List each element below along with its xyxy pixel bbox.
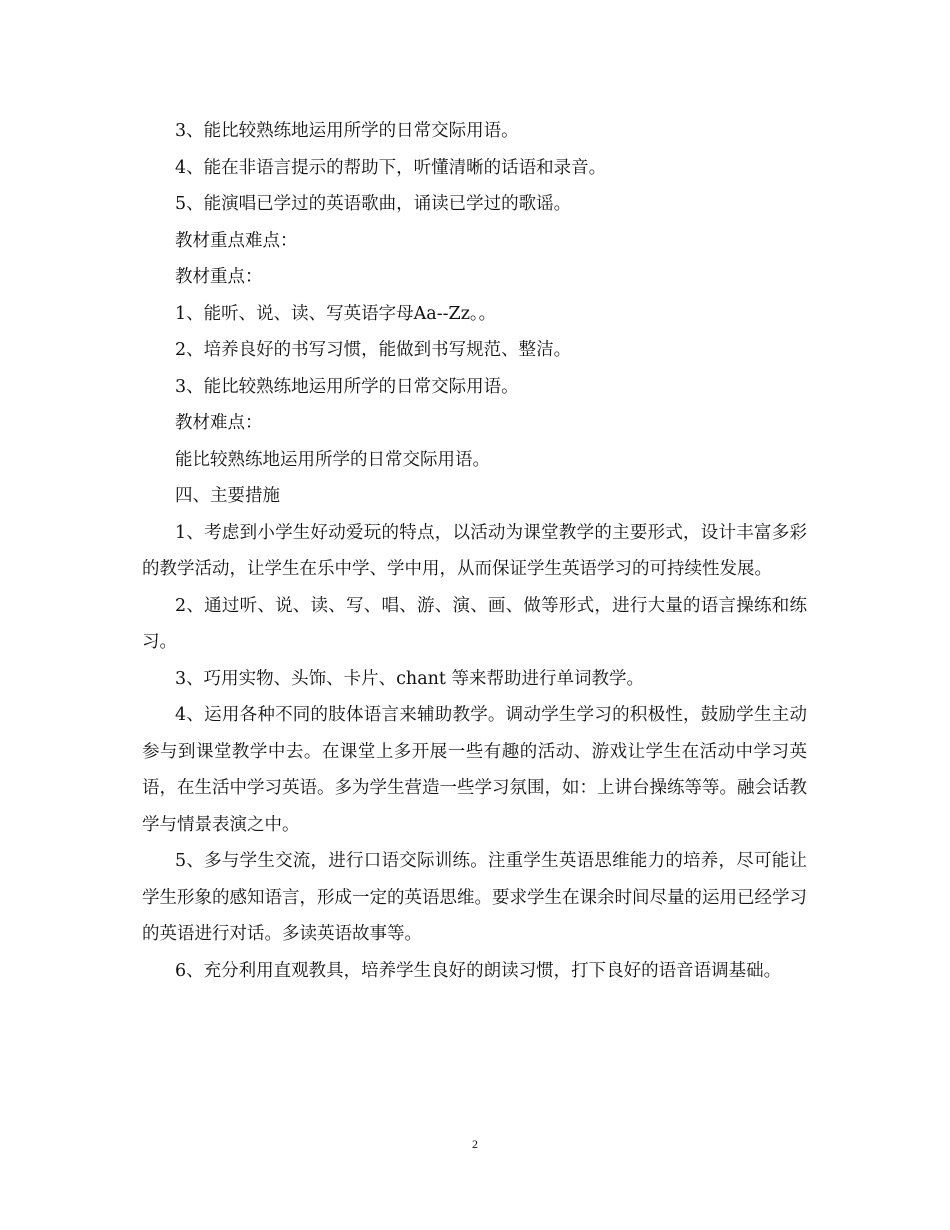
paragraph: 3、能比较熟练地运用所学的日常交际用语。 <box>175 121 519 141</box>
paragraph: 3、巧用实物、头饰、卡片、chant 等来帮助进行单词教学。 <box>175 668 645 689</box>
paragraph: 1、能听、说、读、写英语字母Aa--Zz。。 <box>175 303 497 324</box>
paragraph: 4、运用各种不同的肢体语言来辅助教学。调动学生学习的积极性，鼓励学生主动参与到课堂教学中去。在课堂上多开展一些有趣的活动、游戏让学生在活动中学习英语，在生活中学习英语。多为学生营造一些学习氛围，如：上讲台操练等等。融会话教学与情景表演之中。 <box>142 705 807 835</box>
paragraph: 5、多与学生交流，进行口语交际训练。注重学生英语思维能力的培养，尽可能让学生形象的感知语言，形成一定的英语思维。要求学生在课余时间尽量的运用已经学习的英语进行对话。多读英语故事等。 <box>142 851 807 944</box>
section-heading: 教材难点： <box>175 413 263 433</box>
paragraph: 2、培养良好的书写习惯，能做到书写规范、整洁。 <box>175 340 572 360</box>
page-number: 2 <box>472 1137 478 1151</box>
paragraph: 能比较熟练地运用所学的日常交际用语。 <box>175 449 490 470</box>
paragraph: 6、充分利用直观教具，培养学生良好的朗读习惯，打下良好的语音语调基础。 <box>175 960 782 981</box>
paragraph: 3、能比较熟练地运用所学的日常交际用语。 <box>175 376 519 397</box>
document-body <box>142 113 807 989</box>
section-heading: 教材重点： <box>175 267 263 287</box>
section-heading: 四、主要措施 <box>175 486 280 506</box>
paragraph: 2、通过听、说、读、写、唱、游、演、画、做等形式，进行大量的语言操练和练习。 <box>142 595 807 652</box>
section-heading: 教材重点难点： <box>175 230 298 251</box>
paragraph: 5、能演唱已学过的英语歌曲，诵读已学过的歌谣。 <box>175 194 572 214</box>
paragraph: 4、能在非语言提示的帮助下，听懂清晰的话语和录音。 <box>175 157 607 178</box>
paragraph: 1、考虑到小学生好动爱玩的特点，以活动为课堂教学的主要形式，设计丰富多彩的教学活动，让学生在乐中学、学中用，从而保证学生英语学习的可持续性发展。 <box>142 522 807 579</box>
